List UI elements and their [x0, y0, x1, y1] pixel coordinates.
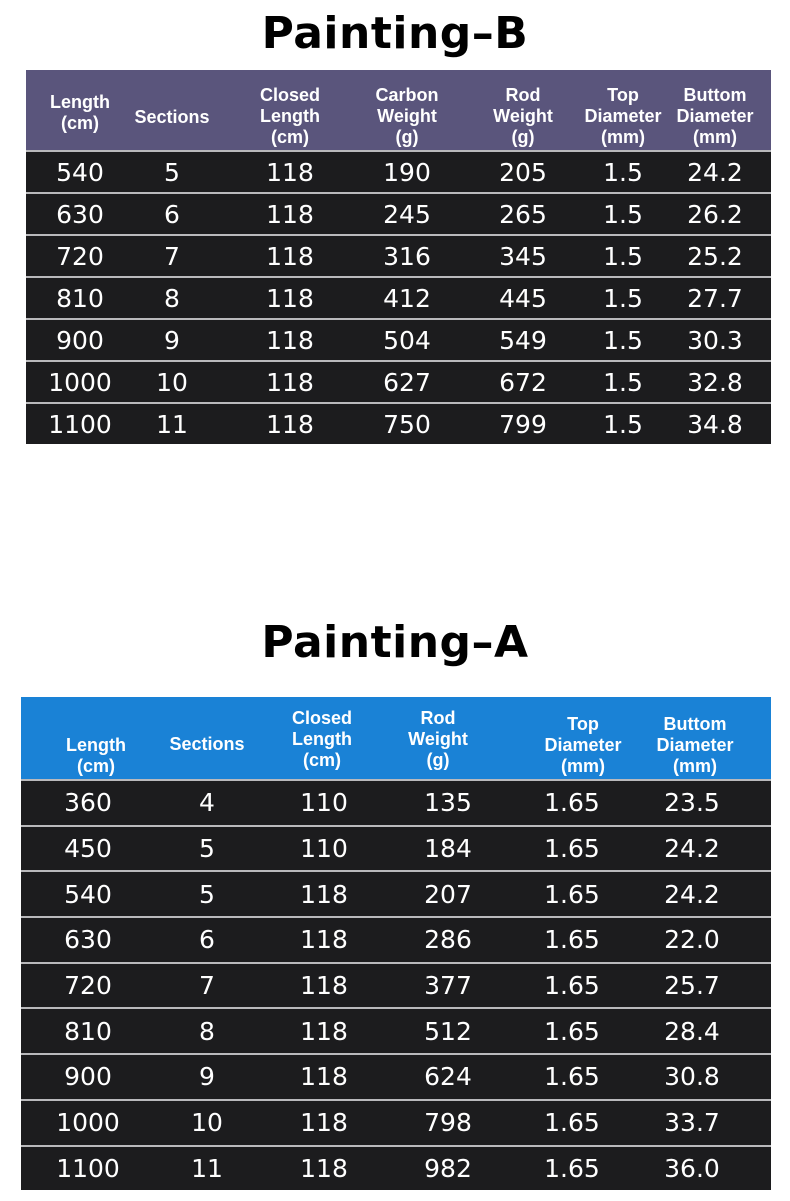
- table-cell: 624: [424, 1062, 472, 1092]
- table-cell: 1100: [48, 409, 112, 439]
- table-cell: 118: [300, 1153, 348, 1183]
- table-cell: 512: [424, 1016, 472, 1046]
- table-cell: 33.7: [664, 1108, 720, 1138]
- table-cell: 7: [164, 241, 180, 271]
- table-cell: 26.2: [687, 199, 743, 229]
- table-cell: 540: [56, 157, 104, 187]
- table-header: [21, 697, 771, 779]
- painting-a-title: Painting–A: [261, 617, 529, 668]
- table-cell: 34.8: [687, 409, 743, 439]
- painting-b-spec-table: [26, 70, 771, 444]
- table-cell: 23.5: [664, 788, 720, 818]
- table-cell: 540: [64, 879, 112, 909]
- table-cell: 1.65: [544, 971, 600, 1001]
- table-row: [26, 192, 771, 234]
- table-cell: 118: [300, 925, 348, 955]
- table-row: [26, 402, 771, 444]
- column-header: Rod Weight (g): [493, 85, 553, 147]
- table-cell: 900: [64, 1062, 112, 1092]
- painting-b-title: Painting–B: [261, 8, 529, 59]
- table-cell: 118: [300, 971, 348, 1001]
- column-header: Length (cm): [66, 735, 126, 776]
- table-cell: 1.65: [544, 788, 600, 818]
- table-cell: 28.4: [664, 1016, 720, 1046]
- column-header: Buttom Diameter (mm): [676, 85, 754, 147]
- table-cell: 630: [64, 925, 112, 955]
- table-cell: 9: [164, 325, 180, 355]
- column-header: Carbon Weight (g): [375, 85, 439, 147]
- table-row: [21, 1099, 771, 1145]
- table-cell: 25.2: [687, 241, 743, 271]
- table-cell: 118: [300, 1062, 348, 1092]
- table-cell: 1000: [48, 367, 112, 397]
- table-cell: 1.65: [544, 834, 600, 864]
- table-cell: 345: [499, 241, 547, 271]
- table-cell: 1000: [56, 1108, 120, 1138]
- table-cell: 445: [499, 283, 547, 313]
- table-cell: 10: [156, 367, 188, 397]
- table-cell: 11: [156, 409, 188, 439]
- table-cell: 4: [199, 788, 215, 818]
- table-cell: 549: [499, 325, 547, 355]
- table-row: [21, 1007, 771, 1053]
- table-cell: 316: [383, 241, 431, 271]
- table-row: [26, 276, 771, 318]
- table-cell: 5: [199, 834, 215, 864]
- column-header: Top Diameter (mm): [544, 714, 622, 776]
- table-cell: 110: [300, 788, 348, 818]
- table-cell: 118: [300, 1016, 348, 1046]
- table-cell: 30.3: [687, 325, 743, 355]
- table-cell: 798: [424, 1108, 472, 1138]
- table-cell: 118: [266, 157, 314, 187]
- table-cell: 450: [64, 834, 112, 864]
- table-cell: 110: [300, 834, 348, 864]
- table-cell: 1.5: [603, 157, 643, 187]
- table-cell: 24.2: [664, 834, 720, 864]
- table-cell: 190: [383, 157, 431, 187]
- table-row: [26, 360, 771, 402]
- table-cell: 30.8: [664, 1062, 720, 1092]
- table-cell: 24.2: [664, 879, 720, 909]
- table-row: [21, 779, 771, 825]
- table-cell: 1.5: [603, 199, 643, 229]
- column-header: Buttom Diameter (mm): [656, 714, 734, 776]
- table-cell: 32.8: [687, 367, 743, 397]
- table-cell: 720: [56, 241, 104, 271]
- table-header: [26, 70, 771, 150]
- table-cell: 630: [56, 199, 104, 229]
- table-cell: 1.65: [544, 1153, 600, 1183]
- table-cell: 672: [499, 367, 547, 397]
- table-cell: 750: [383, 409, 431, 439]
- table-cell: 360: [64, 788, 112, 818]
- table-cell: 5: [199, 879, 215, 909]
- table-cell: 1.65: [544, 925, 600, 955]
- table-cell: 11: [191, 1153, 223, 1183]
- table-row: [21, 916, 771, 962]
- table-cell: 207: [424, 879, 472, 909]
- table-cell: 205: [499, 157, 547, 187]
- table-cell: 1.5: [603, 283, 643, 313]
- table-cell: 504: [383, 325, 431, 355]
- table-cell: 7: [199, 971, 215, 1001]
- table-row: [26, 234, 771, 276]
- table-cell: 118: [300, 879, 348, 909]
- painting-a-spec-table: [21, 697, 771, 1190]
- column-header: Length (cm): [50, 92, 110, 133]
- table-cell: 6: [199, 925, 215, 955]
- table-cell: 1100: [56, 1153, 120, 1183]
- table-cell: 118: [266, 199, 314, 229]
- table-cell: 8: [199, 1016, 215, 1046]
- table-cell: 184: [424, 834, 472, 864]
- column-header: Sections: [169, 734, 245, 754]
- table-cell: 265: [499, 199, 547, 229]
- table-cell: 118: [266, 409, 314, 439]
- table-cell: 27.7: [687, 283, 743, 313]
- column-header: Closed Length (cm): [291, 708, 352, 770]
- table-row: [21, 825, 771, 871]
- table-row: [21, 1053, 771, 1099]
- table-cell: 1.5: [603, 409, 643, 439]
- table-cell: 720: [64, 971, 112, 1001]
- table-cell: 118: [266, 367, 314, 397]
- table-cell: 982: [424, 1153, 472, 1183]
- table-cell: 810: [56, 283, 104, 313]
- column-header: Top Diameter (mm): [584, 85, 662, 147]
- table-row: [21, 962, 771, 1008]
- table-cell: 1.65: [544, 879, 600, 909]
- table-cell: 799: [499, 409, 547, 439]
- table-row: [26, 150, 771, 192]
- table-cell: 118: [266, 283, 314, 313]
- table-cell: 1.65: [544, 1062, 600, 1092]
- table-cell: 118: [300, 1108, 348, 1138]
- table-cell: 1.65: [544, 1108, 600, 1138]
- column-header: Closed Length (cm): [259, 85, 320, 147]
- table-cell: 377: [424, 971, 472, 1001]
- table-row: [21, 1145, 771, 1191]
- table-cell: 22.0: [664, 925, 720, 955]
- table-cell: 25.7: [664, 971, 720, 1001]
- table-cell: 1.5: [603, 367, 643, 397]
- table-cell: 627: [383, 367, 431, 397]
- table-cell: 1.65: [544, 1016, 600, 1046]
- table-cell: 24.2: [687, 157, 743, 187]
- column-header: Rod Weight (g): [408, 708, 468, 770]
- table-cell: 36.0: [664, 1153, 720, 1183]
- table-cell: 1.5: [603, 325, 643, 355]
- table-row: [21, 870, 771, 916]
- table-cell: 5: [164, 157, 180, 187]
- table-cell: 9: [199, 1062, 215, 1092]
- table-cell: 8: [164, 283, 180, 313]
- table-row: [26, 318, 771, 360]
- table-cell: 135: [424, 788, 472, 818]
- table-cell: 810: [64, 1016, 112, 1046]
- table-cell: 6: [164, 199, 180, 229]
- table-cell: 1.5: [603, 241, 643, 271]
- table-cell: 245: [383, 199, 431, 229]
- table-cell: 10: [191, 1108, 223, 1138]
- table-cell: 900: [56, 325, 104, 355]
- column-header: Sections: [134, 107, 210, 127]
- table-cell: 118: [266, 241, 314, 271]
- table-cell: 118: [266, 325, 314, 355]
- table-cell: 412: [383, 283, 431, 313]
- table-cell: 286: [424, 925, 472, 955]
